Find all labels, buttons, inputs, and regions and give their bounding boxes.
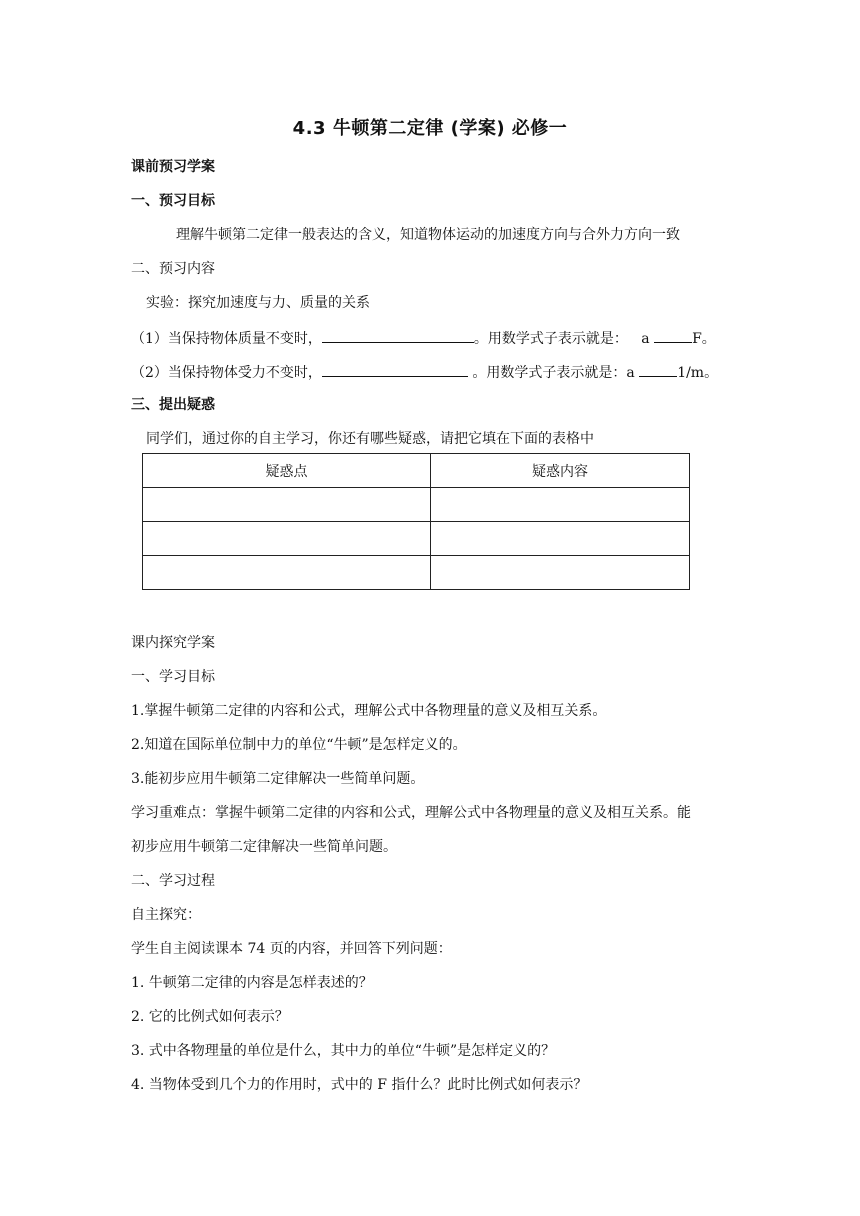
table-cell[interactable] [143, 522, 431, 556]
question-item-3: 3. 式中各物理量的单位是什么，其中力的单位“牛顿”是怎样定义的？ [131, 1043, 556, 1059]
q1-end: F。 [692, 331, 716, 347]
key-points-line-2: 初步应用牛顿第二定律解决一些简单问题。 [131, 839, 397, 855]
q1-blank[interactable] [322, 327, 474, 343]
question-item-2: 2. 它的比例式如何表示？ [131, 1009, 289, 1025]
preview-heading: 课前预习学案 [131, 159, 215, 175]
goal-item-3: 3.能初步应用牛顿第二定律解决一些简单问题。 [131, 771, 425, 787]
table-cell[interactable] [143, 556, 431, 590]
preview-goal-heading: 一、预习目标 [131, 193, 215, 209]
q1-relation-blank[interactable] [654, 327, 692, 343]
inclass-heading: 课内探究学案 [131, 635, 215, 651]
q2-blank[interactable] [322, 361, 468, 377]
page-title: 4.3 牛顿第二定律 (学案) 必修一 [292, 118, 568, 139]
question-2 [131, 361, 718, 383]
table-header-row [143, 454, 690, 488]
preview-content-heading: 二、预习内容 [131, 261, 215, 277]
preview-goal-text: 理解牛顿第二定律一般表达的含义，知道物体运动的加速度方向与合外力方向一致 [176, 227, 680, 243]
table-row [143, 488, 690, 522]
inclass-goal-heading: 一、学习目标 [131, 669, 215, 685]
doubt-table [142, 453, 690, 590]
read-instruction: 学生自主阅读课本 74 页的内容，并回答下列问题： [131, 941, 452, 957]
table-header-doubt-content: 疑惑内容 [431, 454, 690, 488]
goal-item-1: 1.掌握牛顿第二定律的内容和公式，理解公式中各物理量的意义及相互关系。 [131, 703, 607, 719]
table-row [143, 522, 690, 556]
q2-end: 1/m。 [677, 365, 719, 381]
experiment-text: 实验：探究加速度与力、质量的关系 [146, 295, 370, 311]
doubt-text: 同学们，通过你的自主学习，你还有哪些疑惑，请把它填在下面的表格中 [146, 431, 594, 447]
goal-item-2: 2.知道在国际单位制中力的单位“牛顿”是怎样定义的。 [131, 737, 467, 753]
table-row [143, 556, 690, 590]
doubt-heading: 三、提出疑惑 [131, 397, 215, 413]
process-heading: 二、学习过程 [131, 873, 215, 889]
table-cell[interactable] [431, 556, 690, 590]
table-header-doubt-point: 疑惑点 [143, 454, 431, 488]
q2-suffix: 。用数学式子表示就是：a [472, 365, 635, 381]
q1-prefix: （1）当保持物体质量不变时， [131, 331, 322, 347]
question-item-4: 4. 当物体受到几个力的作用时，式中的 F 指什么？此时比例式如何表示？ [131, 1077, 588, 1093]
table-cell[interactable] [431, 488, 690, 522]
table-cell[interactable] [431, 522, 690, 556]
q1-var: a [641, 331, 650, 347]
question-1 [131, 327, 716, 349]
self-explore-label: 自主探究： [131, 907, 201, 923]
key-points-line-1: 学习重难点：掌握牛顿第二定律的内容和公式，理解公式中各物理量的意义及相互关系。能 [131, 805, 691, 821]
q1-suffix: 。用数学式子表示就是： [473, 331, 628, 347]
q2-prefix: （2）当保持物体受力不变时， [131, 365, 322, 381]
question-item-1: 1. 牛顿第二定律的内容是怎样表述的？ [131, 975, 373, 991]
table-cell[interactable] [143, 488, 431, 522]
q2-relation-blank[interactable] [639, 361, 677, 377]
